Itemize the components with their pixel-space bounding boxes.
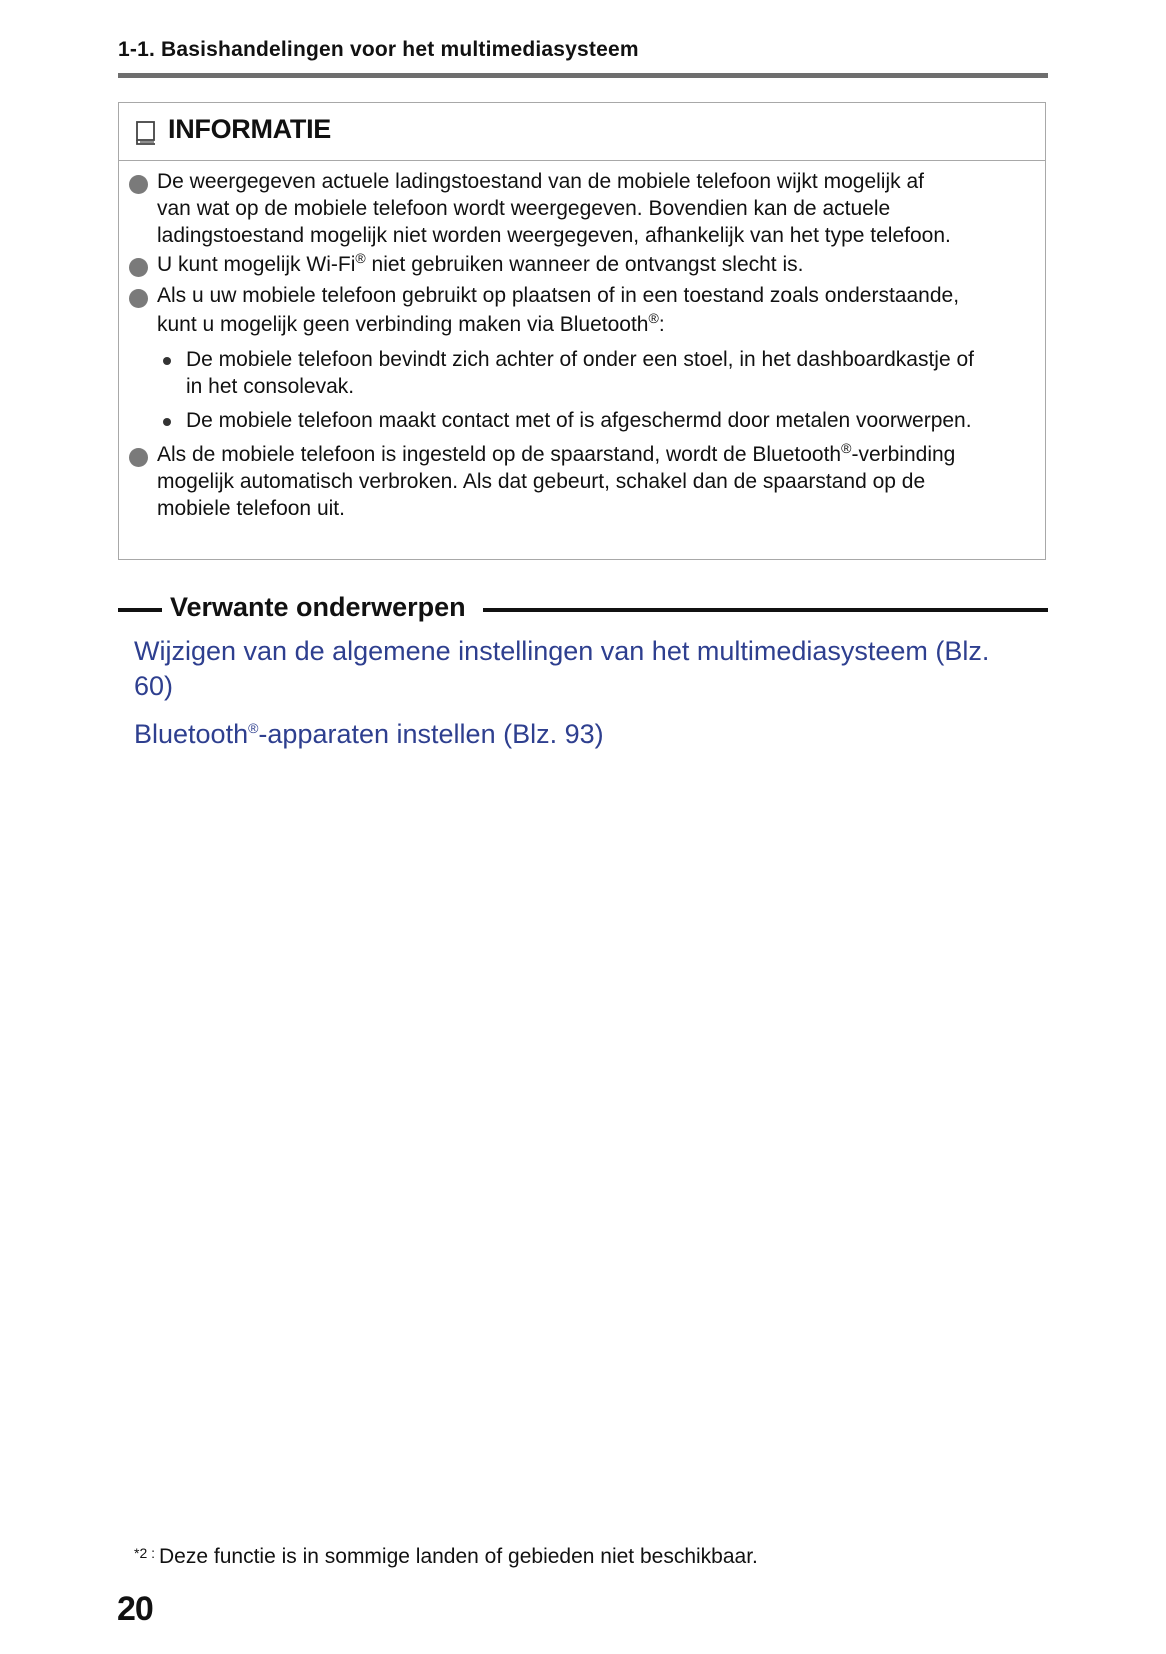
info-item-charge: De weergegeven actuele ladingstoestand van de mobiele telefoon wijkt mogelijk af van wat op de mobiele telefoon wordt weergegeven. Bovendien kan de actuele ladingstoestand mogelijk niet worden weergegeven, afhankelijk van het type telefoon. <box>157 170 951 247</box>
sub-bullet-dot <box>163 357 171 365</box>
footnote-mark: *2 : <box>134 1545 156 1561</box>
footnote-text: Deze functie is in sommige landen of gebieden niet beschikbaar. <box>159 1545 758 1568</box>
related-topics-title: Verwante onderwerpen <box>170 592 466 622</box>
header-rule <box>118 73 1048 78</box>
info-header <box>119 103 1045 161</box>
bullet-dot <box>129 258 148 277</box>
bullet-dot <box>129 289 148 308</box>
section-header: 1-1. Basishandelingen voor het multimediasysteem <box>118 38 639 61</box>
link-bluetooth-devices[interactable]: Bluetooth®-apparaten instellen (Blz. 93) <box>134 719 604 749</box>
sub-item-seat: De mobiele telefoon bevindt zich achter of onder een stoel, in het dashboardkastje of in het consolevak. <box>186 348 975 398</box>
bullet-dot <box>129 175 148 194</box>
info-title: INFORMATIE <box>168 114 331 144</box>
info-box <box>118 102 1046 560</box>
sub-item-metal: De mobiele telefoon maakt contact met of is afgeschermd door metalen voorwerpen. <box>186 409 972 432</box>
related-topics-heading <box>118 594 1048 628</box>
sub-bullet-dot <box>163 418 171 426</box>
info-item-power-save: Als de mobiele telefoon is ingesteld op de spaarstand, wordt de Bluetooth®-verbinding mogelijk automatisch verbroken. Als dat gebeurt, schakel dan de spaarstand op de mobiele telefoon uit. <box>157 440 956 520</box>
book-icon <box>135 120 157 151</box>
info-item-bluetooth-locations: Als u uw mobiele telefoon gebruikt op plaatsen of in een toestand zoals onderstaande, kunt u mogelijk geen verbinding maken via Bluetooth®: <box>157 284 960 336</box>
heading-rule-right <box>483 608 1048 612</box>
page-number: 20 <box>117 1590 153 1628</box>
link-general-settings[interactable]: Wijzigen van de algemene instellingen van het multimediasysteem (Blz. 60) <box>134 636 990 701</box>
bullet-dot <box>129 448 148 467</box>
info-item-wifi: U kunt mogelijk Wi-Fi® niet gebruiken wanneer de ontvangst slecht is. <box>157 250 804 276</box>
footnote <box>134 1545 758 1569</box>
heading-rule-left <box>118 608 162 612</box>
